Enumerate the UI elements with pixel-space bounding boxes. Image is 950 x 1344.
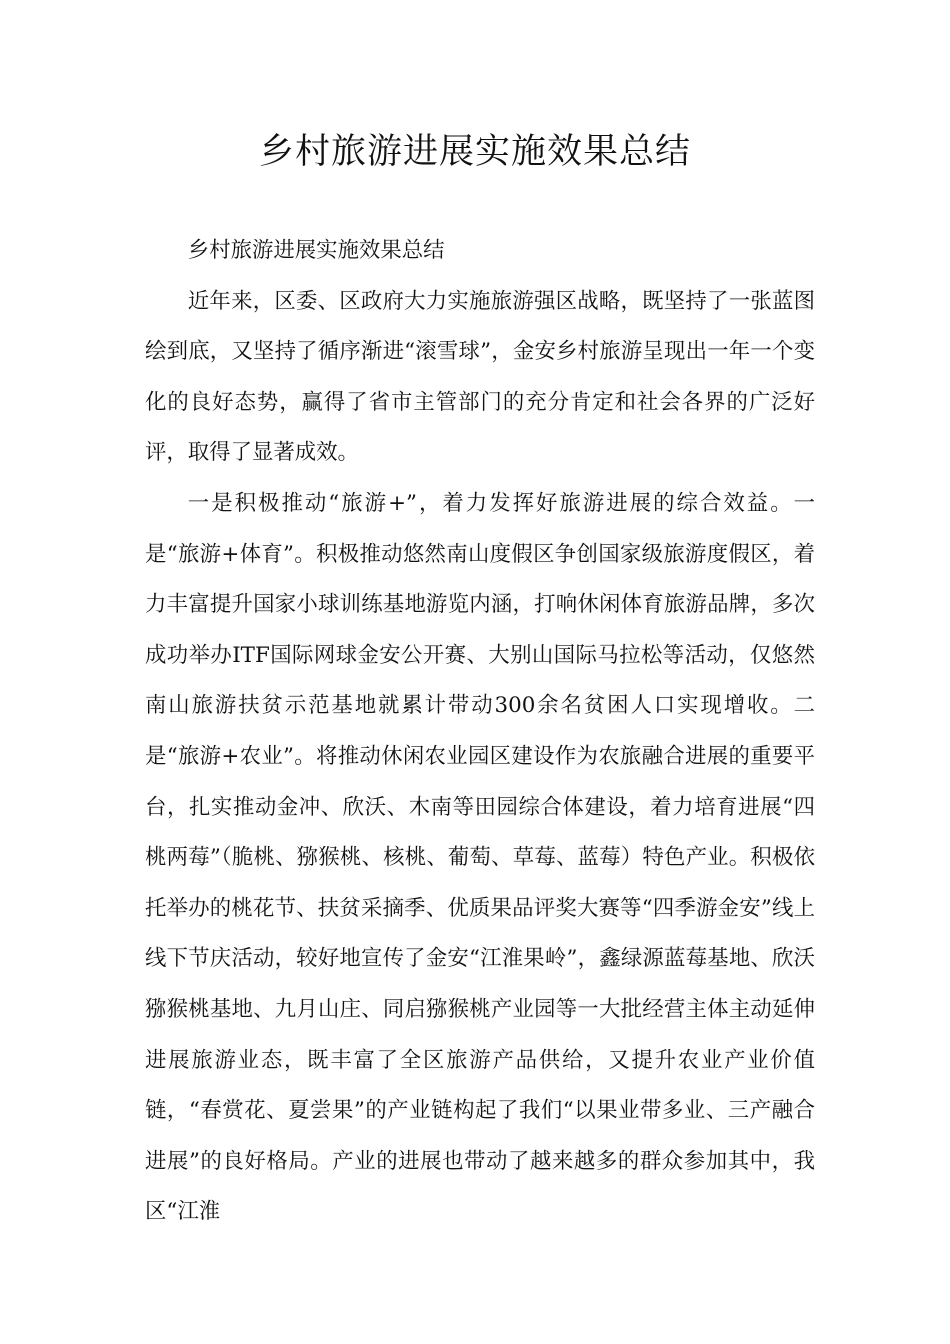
paragraph-intro: 近年来，区委、区政府大力实施旅游强区战略，既坚持了一张蓝图绘到底，又坚持了循序渐进“滚雪球”，金安乡村旅游呈现出一年一个变化的良好态势，赢得了省市主管部门的充分肯定和社会各界的广泛好评，取得了显著成效。 [145,288,815,466]
paragraph-heading: 乡村旅游进展实施效果总结 [187,238,445,263]
paragraph-tourism-plus: 一是积极推动“旅游+”，着力发挥好旅游进展的综合效益。一是“旅游+体育”。积极推动悠然南山度假区争创国家级旅游度假区，着力丰富提升国家小球训练基地游览内涵，打响休闲体育旅游品牌，多次成功举办ITF国际网球金安公开赛、大别山国际马拉松等活动，仅悠然南山旅游扶贫示范基地就累计带动300余名贫困人口实现增收。二是“旅游+农业”。将推动休闲农业园区建设作为农旅融合进展的重要平台，扎实推动金冲、欣沃、木南等田园综合体建设，着力培育进展“四桃两莓”（脆桃、猕猴桃、核桃、葡萄、草莓、蓝莓）特色产业。积极依托举办的桃花节、扶贫采摘季、优质果品评奖大赛等“四季游金安”线上线下节庆活动，较好地宣传了金安“江淮果岭”，鑫绿源蓝莓基地、欣沃猕猴桃基地、九月山庄、同启猕猴桃产业园等一大批经营主体主动延伸进展旅游业态，既丰富了全区旅游产品供给，又提升农业产业价值链，“春赏花、夏尝果”的产业链构起了我们“以果业带多业、三产融合进展”的良好格局。产业的进展也带动了越来越多的群众参加其中，我区“江淮 [145,490,815,1225]
document-body [145,226,815,1238]
document-title: 乡村旅游进展实施效果总结 [258,132,691,172]
